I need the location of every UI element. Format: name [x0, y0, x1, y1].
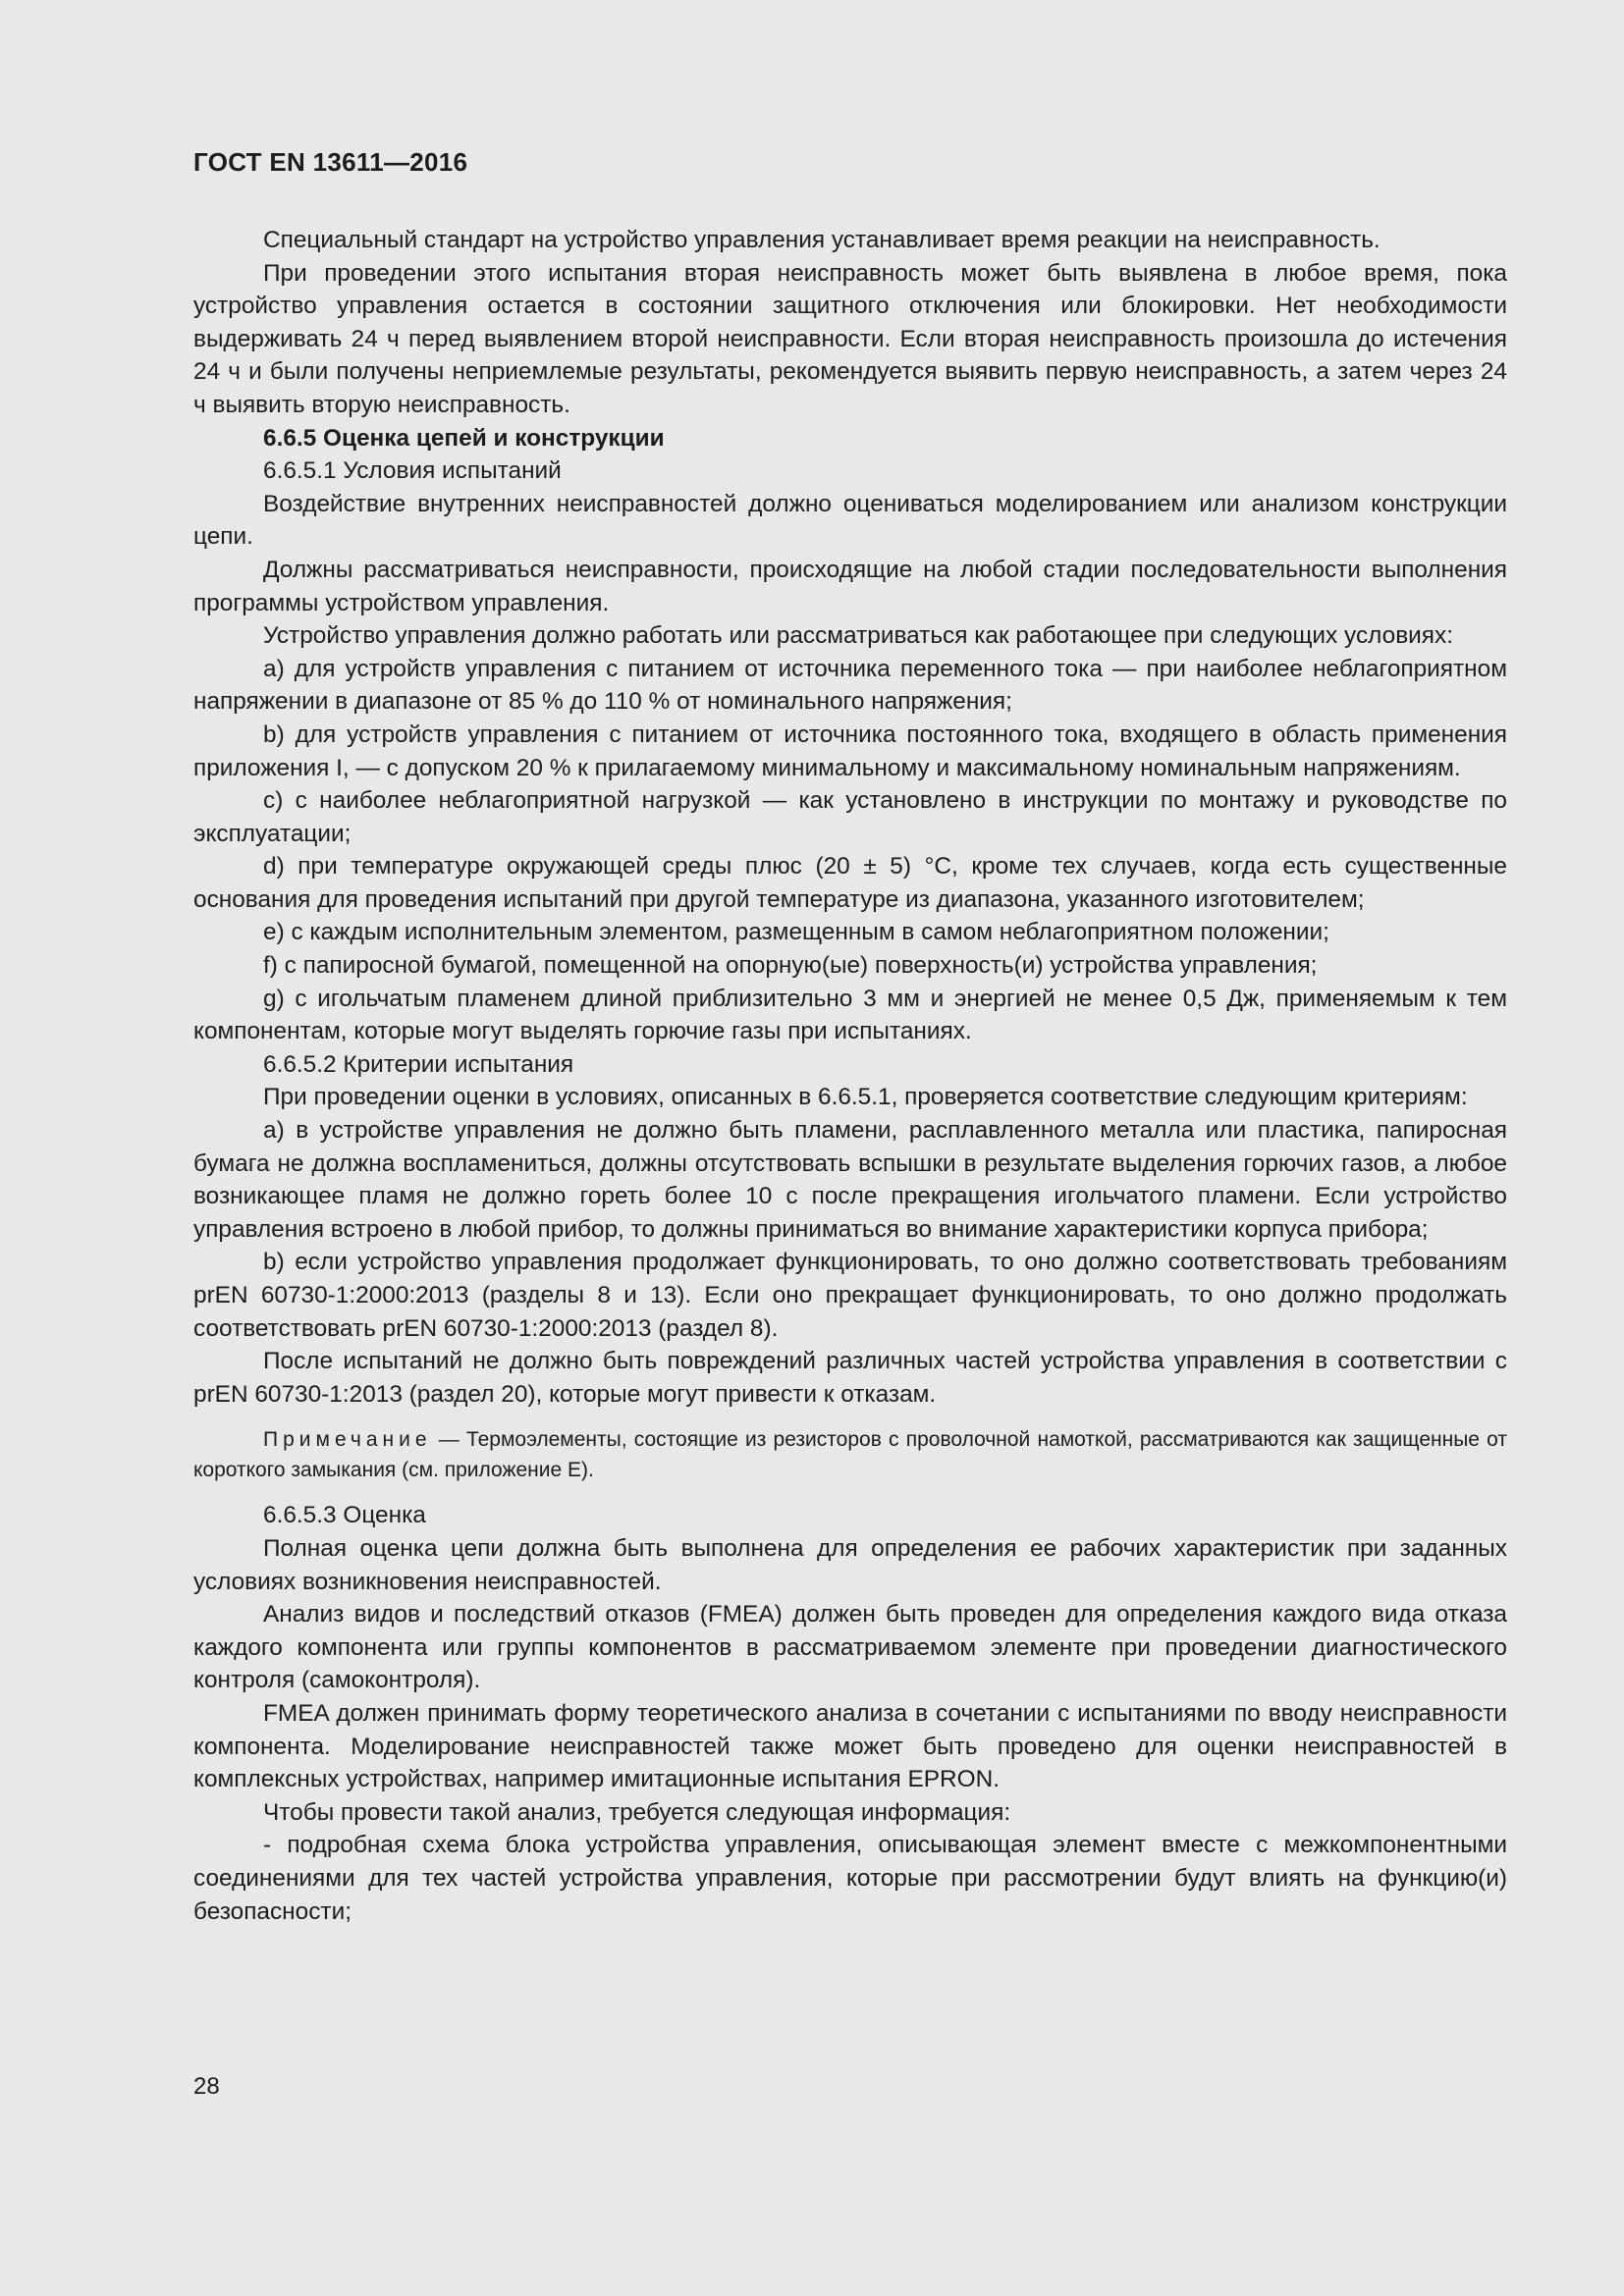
page-number: 28: [193, 2073, 220, 2100]
paragraph: d) при температуре окружающей среды плюс (20 ± 5) °С, кроме тех случаев, когда есть существенные основания для проведения испытаний при другой температуре из диапазона, указанного изготовителем;: [193, 853, 1507, 913]
paragraph: e) с каждым исполнительным элементом, размещенным в самом неблагоприятном положении;: [263, 919, 1329, 946]
paragraph: Должны рассматриваться неисправности, происходящие на любой стадии последовательности выполнения программы устройством управления.: [193, 556, 1507, 616]
document-header: ГОСТ EN 13611—2016: [193, 147, 468, 177]
note: [193, 1424, 1507, 1485]
document-page: [193, 145, 1507, 1928]
paragraph: 6.6.5.1 Условия испытаний: [263, 457, 562, 485]
paragraph: Полная оценка цепи должна быть выполнена для определения ее рабочих характеристик при заданных условиях возникновения неисправностей.: [193, 1534, 1507, 1595]
note-dash: —: [431, 1428, 466, 1452]
paragraph: a) в устройстве управления не должно быть пламени, расплавленного металла или пластика, папиросная бумага не должна воспламениться, должны отсутствовать вспышки в результате выделения горючих газов, а любое возникающее пламя не должно гореть более 10 с после прекращения игольчатого пламени. Если устройство управления встроено в любой прибор, то должны приниматься во внимание характеристики корпуса прибора;: [193, 1117, 1507, 1243]
paragraph: Анализ видов и последствий отказов (FMEA) должен быть проведен для определения каждого вида отказа каждого компонента или группы компонентов в рассматриваемом элементе при проведении диагностического контроля (самоконтроля).: [193, 1601, 1507, 1694]
note-text: Термоэлементы, состоящие из резисторов с проволочной намоткой, рассматриваются как защищенные от короткого замыкания (см. приложение E).: [193, 1428, 1508, 1482]
paragraph: b) если устройство управления продолжает функционировать, то оно должно соответствовать требованиям prEN 60730-1:2000:2013 (разделы 8 и 13). Если оно прекращает функционировать, то оно должно продолжать соответствовать prEN 60730-1:2000:2013 (раздел 8).: [193, 1249, 1507, 1342]
paragraph: f) с папиросной бумагой, помещенной на опорную(ые) поверхность(и) устройства управления;: [263, 952, 1318, 980]
body-bottom: [193, 1499, 1507, 1928]
paragraph: 6.6.5.2 Критерии испытания: [263, 1050, 574, 1078]
note-label: Примечание: [263, 1428, 432, 1452]
section-heading: 6.6.5 Оценка цепей и конструкции: [263, 424, 665, 452]
paragraph: После испытаний не должно быть повреждений различных частей устройства управления в соответствии с prEN 60730-1:2013 (раздел 20), которые могут привести к отказам.: [193, 1348, 1507, 1408]
paragraph: Воздействие внутренних неисправностей должно оцениваться моделированием или анализом конструкции цепи.: [193, 490, 1507, 551]
paragraph: Специальный стандарт на устройство управления устанавливает время реакции на неисправность.: [263, 227, 1380, 253]
paragraph: FMEA должен принимать форму теоретического анализа в сочетании с испытаниями по вводу неисправности компонента. Моделирование неисправностей также может быть проведено для оценки неисправностей в комплексных устройствах, например имитационные испытания EPRON.: [193, 1699, 1507, 1793]
paragraph: - подробная схема блока устройства управления, описывающая элемент вместе с межкомпонентными соединениями для тех частей устройства управления, которые при рассмотрении будут влиять на функцию(и) безопасности;: [193, 1832, 1507, 1925]
paragraph: 6.6.5.3 Оценка: [263, 1502, 426, 1529]
paragraph: a) для устройств управления с питанием от источника переменного тока — при наиболее неблагоприятном напряжении в диапазоне от 85 % до 110 % от номинального напряжения;: [193, 655, 1507, 716]
paragraph: Чтобы провести такой анализ, требуется следующая информация:: [263, 1798, 1011, 1826]
paragraph: Устройство управления должно работать или рассматриваться как работающее при следующих условиях:: [263, 622, 1453, 650]
paragraph: g) с игольчатым пламенем длиной приблизительно 3 мм и энергией не менее 0,5 Дж, применяемым к тем компонентам, которые могут выделять горючие газы при испытаниях.: [193, 985, 1507, 1045]
body-top: [193, 224, 1507, 1411]
paragraph: При проведении оценки в условиях, описанных в 6.6.5.1, проверяется соответствие следующим критериям:: [263, 1084, 1468, 1111]
paragraph: b) для устройств управления с питанием от источника постоянного тока, входящего в область применения приложения I, — с допуском 20 % к прилагаемому минимальному и максимальному номинальным напряжениям.: [193, 721, 1507, 781]
paragraph: При проведении этого испытания вторая неисправность может быть выявлена в любое время, пока устройство управления остается в состоянии защитного отключения или блокировки. Нет необходимости выдерживать 24 ч перед выявлением второй неисправности. Если вторая неисправность произошла до истечения 24 ч и были получены неприемлемые результаты, рекомендуется выявить первую неисправность, а затем через 24 ч выявить вторую неисправность.: [193, 259, 1507, 418]
paragraph: c) с наиболее неблагоприятной нагрузкой — как установлено в инструкции по монтажу и руководстве по эксплуатации;: [193, 787, 1507, 847]
